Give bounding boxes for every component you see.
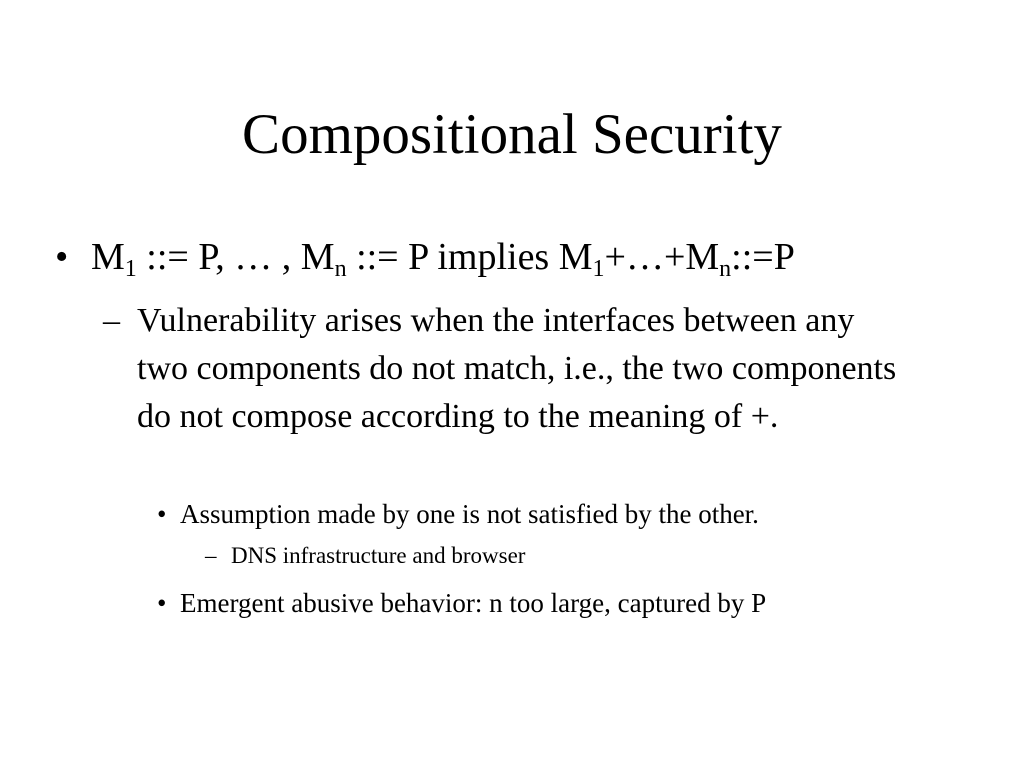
subpoint-dns [205,541,525,571]
subpoint-vulnerability [103,297,903,441]
dash-icon: – [103,302,120,339]
rule-sub-1b: 1 [592,256,605,282]
bullet-icon: • [55,236,69,278]
rule-part1: ::= P, … , M [136,236,335,278]
slide-title: Compositional Security [242,103,782,166]
vulnerability-text: Vulnerability arises when the interfaces between any two components do not match, i.e., the two components do not compose according to the meaning of +. [137,302,897,435]
dns-text: DNS infrastructure and browser [231,543,526,568]
rule-part3: +…+M [604,236,720,278]
bullet-icon: • [157,588,167,618]
bullet-icon: • [157,499,167,529]
rule-sub-n: n [334,256,347,282]
rule-part2: ::= P implies M [346,236,593,278]
rule-part4: ::=P [731,236,795,278]
subpoint-assumption [157,496,759,532]
rule-m: M [91,236,125,278]
rule-sub-1: 1 [124,256,137,282]
dash-icon: – [205,543,217,568]
rule-sub-nb: n [719,256,732,282]
subpoint-emergent [157,585,766,621]
emergent-text: Emergent abusive behavior: n too large, captured by P [180,588,767,618]
bullet-composition-rule [55,231,795,283]
assumption-text: Assumption made by one is not satisfied by the other. [180,499,759,529]
